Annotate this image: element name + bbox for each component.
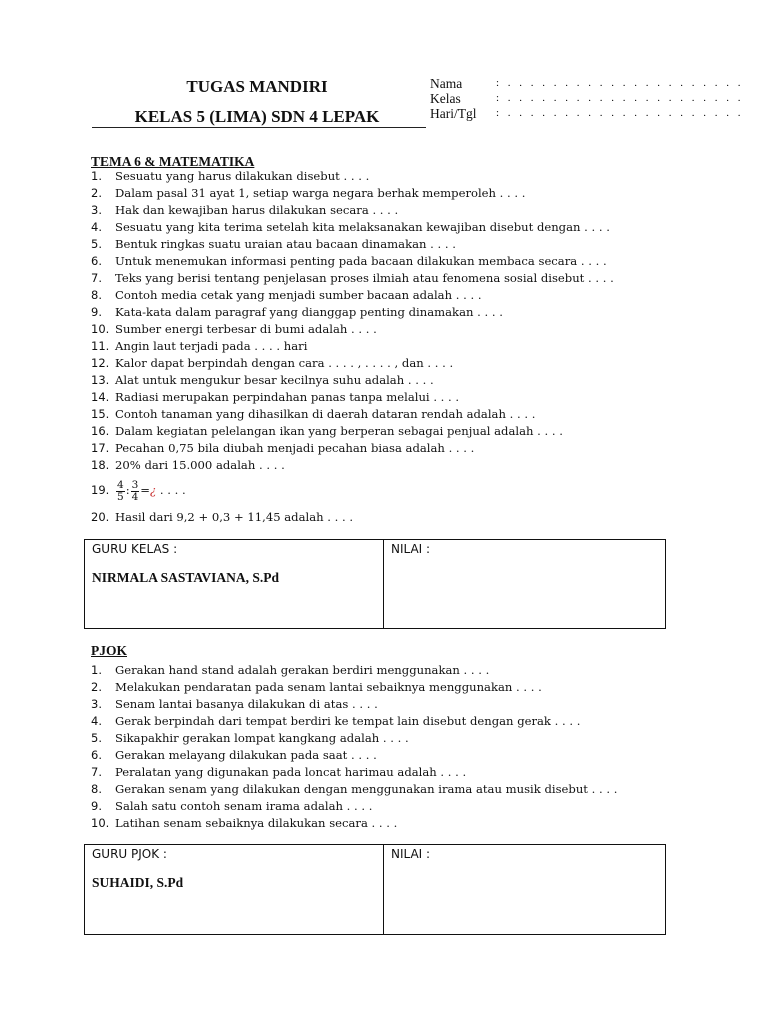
question-item <box>91 764 466 781</box>
question-item <box>91 713 580 730</box>
question-text: Senam lantai basanya dilakukan di atas . . . . <box>115 697 378 711</box>
question-number: 1. <box>91 169 102 183</box>
question-item <box>91 747 377 764</box>
question-item <box>91 509 353 526</box>
teacher-cell <box>85 540 384 628</box>
field-hari-tgl[interactable] <box>430 106 744 121</box>
question-item <box>91 730 409 747</box>
question-number: 13. <box>91 373 110 387</box>
teacher-name: SUHAIDI, S.Pd <box>92 875 184 890</box>
question-item <box>91 270 614 287</box>
question-item <box>91 338 307 355</box>
question-text: Dalam pasal 31 ayat 1, setiap warga negara berhak memperoleh . . . . <box>115 186 526 200</box>
question-item <box>91 287 482 304</box>
question-text: Radiasi merupakan perpindahan panas tanpa melalui . . . . <box>115 390 460 404</box>
question-text: Sesuatu yang harus dilakukan disebut . . . . <box>115 169 370 183</box>
section-title-tema6: TEMA 6 & MATEMATIKA <box>91 154 255 169</box>
question-number: 17. <box>91 441 110 455</box>
fraction-three-quarters <box>131 480 140 503</box>
question-item <box>91 423 563 440</box>
title-underline <box>92 127 426 128</box>
question-number: 2. <box>91 680 102 694</box>
question-text: Sikapakhir gerakan lompat kangkang adalah . . . . <box>115 731 409 745</box>
question-number: 16. <box>91 424 110 438</box>
field-label: Hari/Tgl <box>430 106 477 121</box>
question-item <box>91 202 398 219</box>
question-text: Bentuk ringkas suatu uraian atau bacaan dinamakan . . . . <box>115 237 456 251</box>
question-item <box>91 236 456 253</box>
question-number: 20. <box>91 510 110 524</box>
score-label: NILAI : <box>391 542 431 556</box>
question-item <box>91 389 459 406</box>
score-cell[interactable] <box>384 845 665 934</box>
question-number: 3. <box>91 697 102 711</box>
question-text: Contoh tanaman yang dihasilkan di daerah dataran rendah adalah . . . . <box>115 407 536 421</box>
question-number: 7. <box>91 765 102 779</box>
question-number: 10. <box>91 322 110 336</box>
question-number: 9. <box>91 799 102 813</box>
question-number: 5. <box>91 237 102 251</box>
question-number: 18. <box>91 458 110 472</box>
field-nama[interactable] <box>430 76 744 91</box>
question-text: Pecahan 0,75 bila diubah menjadi pecahan biasa adalah . . . . <box>115 441 475 455</box>
question-number: 7. <box>91 271 102 285</box>
question-number: 4. <box>91 220 102 234</box>
teacher-name: NIRMALA SASTAVIANA, S.Pd <box>92 570 280 585</box>
score-label: NILAI : <box>391 847 431 861</box>
teacher-score-box-class <box>84 539 666 629</box>
field-label: Nama <box>430 76 463 91</box>
question-number: 10. <box>91 816 110 830</box>
question-text: Salah satu contoh senam irama adalah . . . . <box>115 799 373 813</box>
question-number: 11. <box>91 339 110 353</box>
question-number: 5. <box>91 731 102 745</box>
fraction-denominator: 4 <box>131 490 139 503</box>
student-info-fields <box>430 76 744 121</box>
question-text: Gerakan melayang dilakukan pada saat . . . . <box>115 748 377 762</box>
division-operator: : <box>125 483 130 497</box>
fraction-numerator: 4 <box>117 478 124 491</box>
question-tail: . . . . <box>156 483 186 497</box>
question-text: Dalam kegiatan pelelangan ikan yang berperan sebagai penjual adalah . . . . <box>115 424 563 438</box>
field-blank[interactable]: : . . . . . . . . . . . . . . . . . . . . . <box>496 107 744 119</box>
teacher-score-box-pjok <box>84 844 666 935</box>
question-text: Teks yang berisi tentang penjelasan proses ilmiah atau fenomena sosial disebut . . . . <box>115 271 614 285</box>
worksheet-class-title: KELAS 5 (LIMA) SDN 4 LEPAK <box>134 107 380 126</box>
question-item-fraction <box>91 475 186 505</box>
question-number: 19. <box>91 483 110 497</box>
question-text: Contoh media cetak yang menjadi sumber bacaan adalah . . . . <box>115 288 482 302</box>
question-text: Melakukan pendaratan pada senam lantai sebaiknya menggunakan . . . . <box>115 680 542 694</box>
question-number: 6. <box>91 748 102 762</box>
question-item <box>91 798 372 815</box>
question-text: Gerakan hand stand adalah gerakan berdiri menggunakan . . . . <box>115 663 490 677</box>
question-item <box>91 185 525 202</box>
question-text: Peralatan yang digunakan pada loncat harimau adalah . . . . <box>115 765 467 779</box>
worksheet-title: TUGAS MANDIRI <box>186 77 328 96</box>
question-number: 14. <box>91 390 110 404</box>
section-title-pjok: PJOK <box>91 643 127 658</box>
field-kelas[interactable] <box>430 91 744 106</box>
question-number: 4. <box>91 714 102 728</box>
equals-sign: = <box>140 483 150 497</box>
question-item <box>91 696 378 713</box>
question-item <box>91 304 503 321</box>
question-number: 3. <box>91 203 102 217</box>
question-item <box>91 457 285 474</box>
question-number: 12. <box>91 356 110 370</box>
question-text: Untuk menemukan informasi penting pada bacaan dilakukan membaca secara . . . . <box>115 254 607 268</box>
question-number: 1. <box>91 663 102 677</box>
question-number: 9. <box>91 305 102 319</box>
question-item <box>91 253 607 270</box>
question-number: 2. <box>91 186 102 200</box>
question-text: Latihan senam sebaiknya dilakukan secara . . . . <box>115 816 398 830</box>
question-item <box>91 168 369 185</box>
question-text: Gerakan senam yang dilakukan dengan menggunakan irama atau musik disebut . . . . <box>115 782 618 796</box>
question-item <box>91 355 453 372</box>
fraction-numerator: 3 <box>131 478 139 491</box>
question-text: Kalor dapat berpindah dengan cara . . . . , . . . . , dan . . . . <box>115 356 454 370</box>
question-text: 20% dari 15.000 adalah . . . . <box>115 458 285 472</box>
question-text: Kata-kata dalam paragraf yang dianggap penting dinamakan . . . . <box>115 305 503 319</box>
question-text: Hasil dari 9,2 + 0,3 + 11,45 adalah . . . . <box>115 510 354 524</box>
question-item <box>91 815 397 832</box>
question-number: 8. <box>91 782 102 796</box>
question-item <box>91 321 377 338</box>
question-number: 15. <box>91 407 110 421</box>
fraction-four-fifths <box>116 480 125 503</box>
field-blank[interactable]: : . . . . . . . . . . . . . . . . . . . . . <box>496 77 744 89</box>
question-item <box>91 440 474 457</box>
question-number: 8. <box>91 288 102 302</box>
question-text: Angin laut terjadi pada . . . . hari <box>115 339 308 353</box>
field-label: Kelas <box>430 91 461 106</box>
unknown-answer-symbol: ¿ <box>150 483 157 497</box>
question-text: Sesuatu yang kita terima setelah kita melaksanakan kewajiban disebut dengan . . . . <box>115 220 610 234</box>
score-cell[interactable] <box>384 540 665 628</box>
question-item <box>91 679 542 696</box>
question-item <box>91 662 489 679</box>
question-number: 6. <box>91 254 102 268</box>
teacher-label: GURU KELAS : <box>92 542 178 556</box>
question-item <box>91 372 434 389</box>
question-item <box>91 219 610 236</box>
teacher-label: GURU PJOK : <box>92 847 167 861</box>
question-item <box>91 781 617 798</box>
question-item <box>91 406 535 423</box>
question-text: Gerak berpindah dari tempat berdiri ke tempat lain disebut dengan gerak . . . . <box>115 714 581 728</box>
question-text: Sumber energi terbesar di bumi adalah . . . . <box>115 322 377 336</box>
question-text: Alat untuk mengukur besar kecilnya suhu adalah . . . . <box>115 373 434 387</box>
teacher-cell <box>85 845 384 934</box>
field-blank[interactable]: : . . . . . . . . . . . . . . . . . . . . . <box>496 92 744 104</box>
question-text: Hak dan kewajiban harus dilakukan secara . . . . <box>115 203 399 217</box>
fraction-denominator: 5 <box>117 490 124 503</box>
